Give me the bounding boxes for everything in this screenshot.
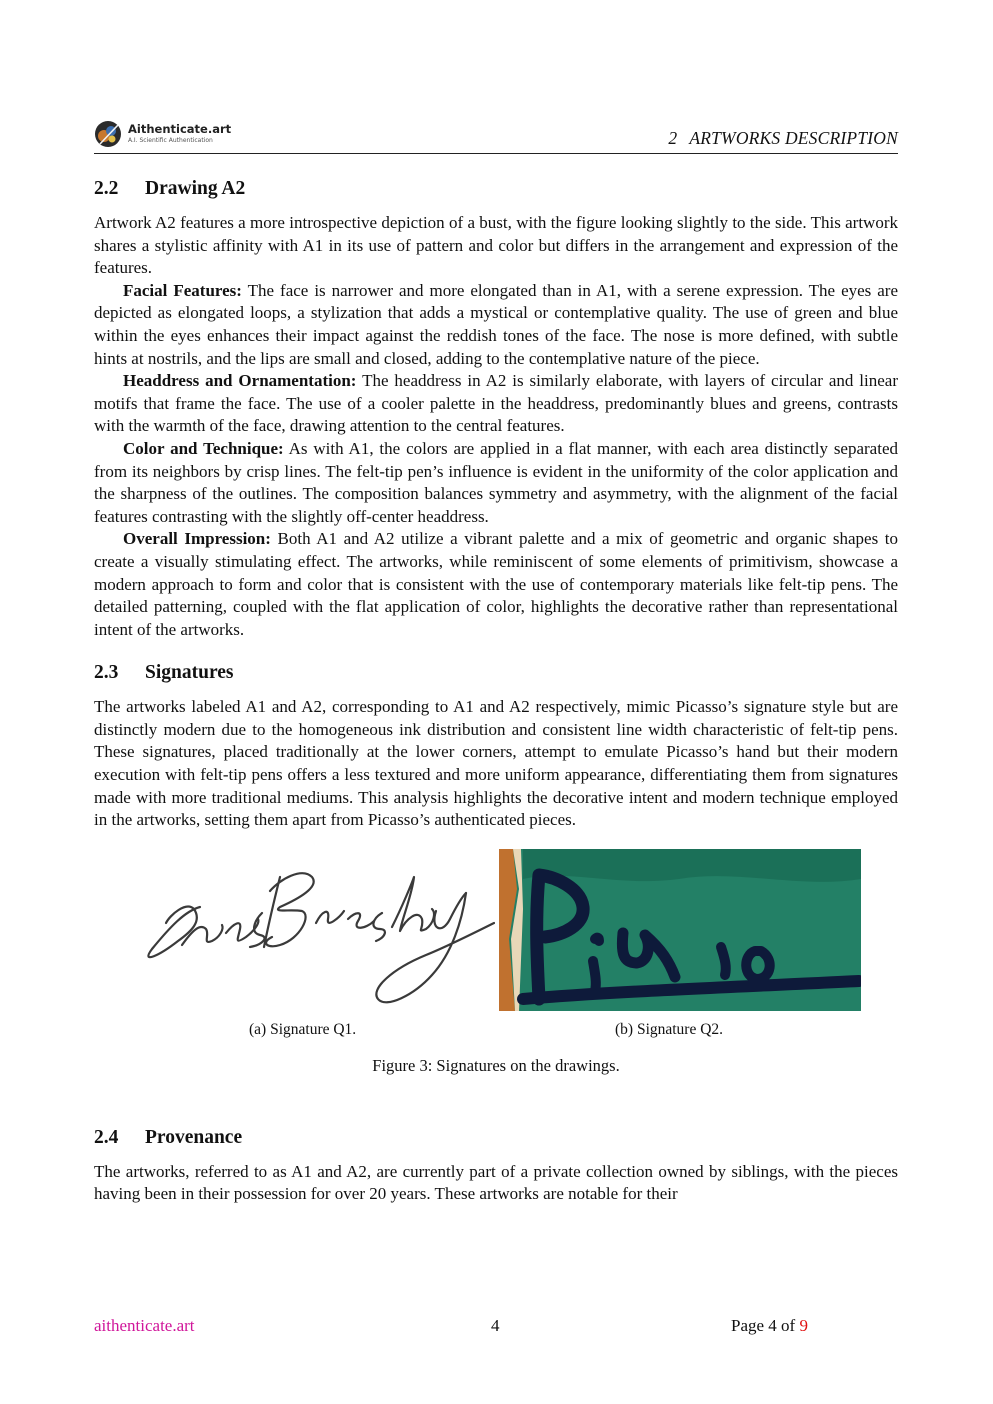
footer-page-count: Page 4 of 9 <box>731 1316 808 1335</box>
figure-caption: Figure 3: Signatures on the drawings. <box>372 1055 620 1075</box>
paragraph-headdress: Headdress and Ornamentation: The headdress in A2 is similarly elaborate, with layers of circular and linear motifs that frame the face. The use of a cooler palette in the headdress, predominantly blues and greens, contrasts with the warmth of the face, drawing attention to the central features. <box>94 371 898 436</box>
page-footer <box>94 1316 898 1340</box>
page-content <box>94 176 898 1206</box>
section-title: Drawing A2 <box>145 178 246 199</box>
paragraph-intro: Artwork A2 features a more introspective depiction of a bust, with the figure looking slightly to the side. This artwork shares a stylistic affinity with A1 in its use of pattern and color but differs in the arrangement and expression of the features. <box>94 213 898 278</box>
page-header <box>94 118 898 154</box>
section-heading-2-4 <box>94 1125 898 1151</box>
signature-q2-image <box>499 849 861 1011</box>
subfigure-b-caption: (b) Signature Q2. <box>615 1020 724 1038</box>
run-in-heading: Color and Technique: <box>123 438 284 458</box>
footer-page-number: 4 <box>491 1316 500 1335</box>
section-number: 2.4 <box>94 1126 119 1148</box>
signature-q1-image <box>130 849 495 1011</box>
footer-total-pages-link[interactable]: 9 <box>799 1316 808 1335</box>
subfigure-a-caption: (a) Signature Q1. <box>249 1020 357 1038</box>
running-head-title: ARTWORKS DESCRIPTION <box>689 128 898 148</box>
figure-3 <box>94 849 898 1097</box>
running-head <box>668 128 898 149</box>
section-heading-2-2 <box>94 176 898 202</box>
logo-icon <box>94 120 122 148</box>
section-number: 2.2 <box>94 178 119 199</box>
run-in-heading: Headdress and Ornamentation: <box>123 371 357 391</box>
footer-website-link[interactable]: aithenticate.art <box>94 1316 195 1335</box>
run-in-heading: Overall Impression: <box>123 529 271 549</box>
run-in-heading: Facial Features: <box>123 280 242 300</box>
section-number: 2.3 <box>94 662 119 684</box>
section-title: Signatures <box>145 662 234 684</box>
logo-name: Aithenticate.art <box>128 122 232 137</box>
section-heading-2-3 <box>94 660 898 686</box>
paragraph-provenance: The artworks, referred to as A1 and A2, are currently part of a private collection owned by siblings, with the pieces having been in their possession for over 20 years. These artworks are notable for their <box>94 1161 898 1204</box>
paragraph-color-technique: Color and Technique: As with A1, the colors are applied in a flat manner, with each area distinctly separated from its neighbors by crisp lines. The felt-tip pen’s influence is evident in the uniformity of the color application and the sharpness of the outlines. The composition balances symmetry and asymmetry, with the alignment of the facial features contrasting with the slightly off-center headdress. <box>94 438 899 526</box>
paragraph-overall-impression: Overall Impression: Both A1 and A2 utilize a vibrant palette and a mix of geometric and organic shapes to create a visually stimulating effect. The artworks, while reminiscent of some elements of primitivism, showcase a modern approach to form and color that is consistent with the use of contemporary materials like felt-tip pens. The detailed patterning, coupled with the flat application of color, highlights the decorative rather than representational intent of the artworks. <box>94 529 898 639</box>
paragraph-signatures: The artworks labeled A1 and A2, corresponding to A1 and A2 respectively, mimic Picasso’s signature style but are distinctly modern due to the homogeneous ink distribution and consistent line width characteristic of felt-tip pens. These signatures, placed traditionally at the lower corners, attempt to emulate Picasso’s hand but their modern execution with felt-tip pens offers a less textured and more uniform appearance, differentiating them from signatures made with more traditional mediums. This analysis highlights the decorative intent and modern technique employed in the artworks, setting them apart from Picasso’s authenticated pieces. <box>94 697 898 830</box>
paragraph-facial-features: Facial Features: The face is narrower and more elongated than in A1, with a serene expression. The eyes are depicted as elongated loops, a stylization that adds a mystical or contemplative quality. The use of green and blue within the eyes enhances their impact against the reddish tones of the face. The nose is more defined, with subtle hints at nostrils, and the lips are small and closed, adding to the contemplative nature of the piece. <box>94 280 899 368</box>
logo <box>94 120 231 148</box>
logo-tagline: A.I. Scientific Authentication <box>128 136 213 144</box>
section-title: Provenance <box>145 1126 243 1148</box>
running-head-number: 2 <box>668 128 678 148</box>
